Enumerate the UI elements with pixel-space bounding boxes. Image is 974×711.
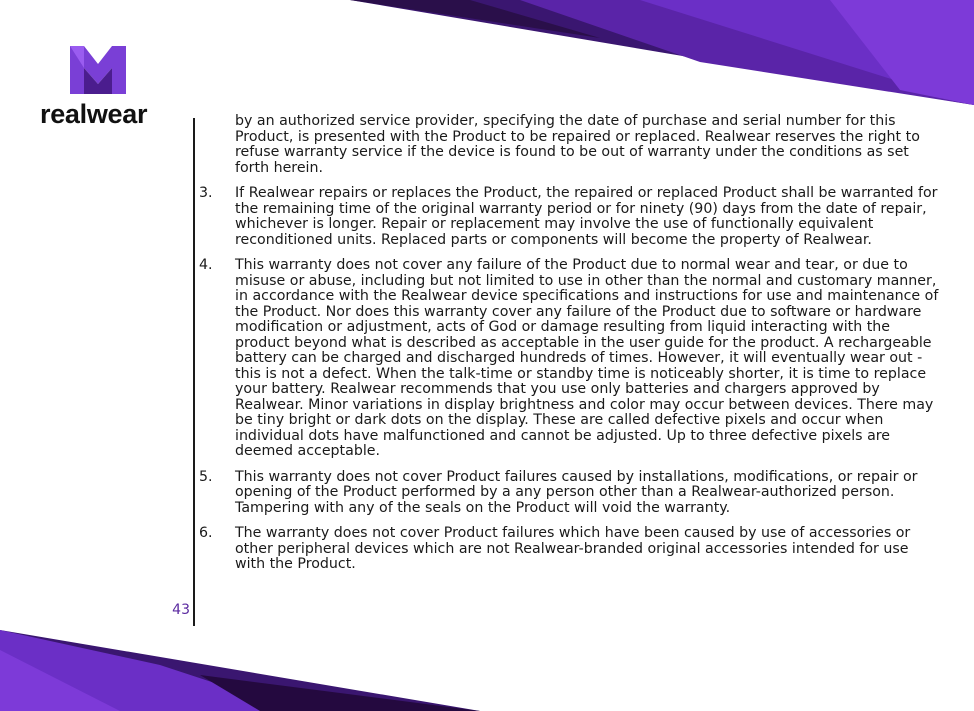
list-item-6 xyxy=(199,526,939,573)
paragraph-text: The warranty does not cover Product failures which have been caused by use of accessories or other peripheral devices which are not Realwear-branded original accessories intended for use with the Product. xyxy=(235,525,911,572)
paragraph-text: This warranty does not cover Product failures caused by installations, modifications, or repair or opening of the Product performed by a any person other than a Realwear-authorized person. Tampering with any of the seals on the Product will void the warranty. xyxy=(235,468,918,516)
list-number: 4. xyxy=(199,257,213,273)
top-decorative-band xyxy=(0,0,974,110)
bottom-decorative-band xyxy=(0,620,974,711)
paragraph-text: This warranty does not cover any failure of the Product due to normal wear and tear, or due to misuse or abuse, including but not limited to use in other than the normal and customary manner, in accordance with the Realwear device specifications and instructions for use and maintenance of the Product. Nor does this warranty cover any failure of the Product due to software or hardware modification or adjustment, acts of God or damage resulting from liquid interacting with the product beyond what is described as acceptable in the user guide for the product. A rechargeable battery can be charged and discharged hundreds of times. However, it will eventually wear out - this is not a defect. When the talk-time or standby time is noticeably shorter, it is time to replace your battery. Realwear recommends that you use only batteries and chargers approved by Realwear. Minor variations in display brightness and color may occur between devices. There may be tiny bright or dark dots on the display. These are called defective pixels and occur when individual dots have malfunctioned and cannot be adjusted. Up to three defective pixels are deemed acceptable. xyxy=(235,257,939,459)
list-item-3 xyxy=(199,186,939,248)
brand-wordmark: realwear xyxy=(40,99,148,129)
paragraph-text: If Realwear repairs or replaces the Product, the repaired or replaced Product shall be warranted for the remaining time of the original warranty period or for ninety (90) days from the date of repair, whichever is longer. Repair or replacement may involve the use of functionally equivalent reconditioned units. Replaced parts or components will become the property of Realwear. xyxy=(235,185,938,248)
list-number: 3. xyxy=(199,185,213,201)
paragraph-text: by an authorized service provider, specifying the date of purchase and serial number for this Product, is presented with the Product to be repaired or replaced. Realwear reserves the right to refuse warranty service if the device is found to be out of warranty under the conditions as set forth herein. xyxy=(235,113,920,176)
list-number: 5. xyxy=(199,468,213,485)
list-number: 6. xyxy=(199,525,213,541)
page-number: 43 xyxy=(172,602,190,618)
warranty-text xyxy=(199,114,939,583)
realwear-m-logo-icon xyxy=(70,46,126,94)
margin-rule xyxy=(193,118,195,626)
list-item-4 xyxy=(199,258,939,460)
paragraph-continued xyxy=(199,114,939,176)
list-item-5 xyxy=(199,470,939,517)
